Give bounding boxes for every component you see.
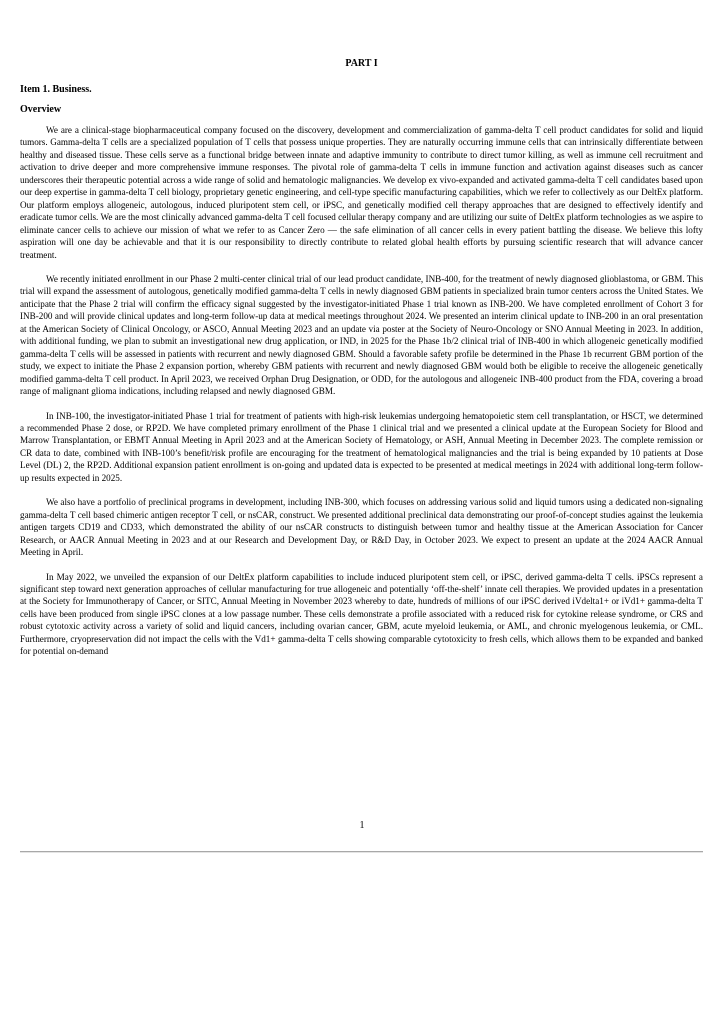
section-heading-overview: Overview bbox=[20, 104, 62, 115]
page-number: 1 bbox=[359, 820, 365, 831]
item-heading: Item 1. Business. bbox=[20, 84, 92, 95]
paragraph-ipsc: In May 2022, we unveiled the expansion of our DeltEx platform capabilities to include induced pluripotent stem cell, or iPSC, derived gamma-delta T cells. iPSCs represent a significant step toward next generation approaches of cellular manufacturing for true allogeneic and potentially ‘off-the-shelf’ innate cell therapies. We provided updates in a presentation at the Society for Immunotherapy of Cancer, or SITC, Annual Meeting in November 2023 whereby to date, hundreds of millions of our iPSC derived iVdelta1+ or iVd1+ gamma-delta T cells have been produced from single iPSC clones at a low passage number. These cells demonstrate a profile associated with a reduced risk for cytokine release syndrome, or CRS and robust cytotoxic activity across a variety of solid and liquid cancers, including ovarian cancer, GBM, acute myeloid leukemia, or AML, and chronic myelogenous leukemia, or CML. Furthermore, cryopreservation did not impact the cells with the Vd1+ gamma-delta T cells showing comparable cytotoxicity to fresh cells, which allows them to be expanded and banked for potential on-demand bbox=[20, 571, 703, 657]
page-divider bbox=[20, 851, 703, 852]
paragraph-preclinical: We also have a portfolio of preclinical programs in development, including INB-300, which focuses on addressing various solid and liquid tumors using a dedicated non-signaling gamma-delta T cell based chimeric antigen receptor T cell, or nsCAR, construct. We presented additional preclinical data demonstrating our proof-of-concept studies against the leukemia antigen targets CD19 and CD33, which demonstrated the ability of our nsCAR constructs to distinguish between tumor and healthy tissue at the American Association for Cancer Research, or AACR Annual Meeting in 2023 and at our Research and Development Day, or R&D Day, in October 2023. We expect to present an update at the 2024 AACR Annual Meeting in April. bbox=[20, 497, 703, 558]
document-page bbox=[20, 58, 703, 670]
paragraph-inb-100: In INB-100, the investigator-initiated Phase 1 trial for treatment of patients with high-risk leukemias undergoing hematopoietic stem cell transplantation, or HSCT, we determined a recommended Phase 2 dose, or RP2D. We have completed primary enrollment of the Phase 1 clinical trial and we presented a clinical update at the European Society for Blood and Marrow Transplantation, or EBMT Annual Meeting in April 2023 and at the American Society of Hematology, or ASH, Annual Meeting in December 2023. The complete remission or CR data to date, combined with INB-100’s benefit/risk profile are encouraging for the treatment of hematological malignancies and the trial is being expanded by 10 patients at Dose Level (DL) 2, the RP2D. Additional expansion patient enrollment is on-going and updated data is expected to be presented at medical meetings in 2024 with additional long-term follow-up results expected in 2025. bbox=[20, 410, 703, 483]
paragraph-company-overview: We are a clinical-stage biopharmaceutical company focused on the discovery, development and commercialization of gamma-delta T cell product candidates for solid and liquid tumors. Gamma-delta T cells are a specialized population of T cells that possess unique properties. They are naturally occurring immune cells that can intrinsically differentiate between healthy and diseased tissue. These cells serve as a functional bridge between innate and adaptive immunity to contribute to direct tumor killing, as well as immune cell recruitment and activation to drive deeper and more comprehensive immune responses. The pivotal role of gamma-delta T cells in immune function and activation against diseases such as cancer underscores their therapeutic potential across a wide range of solid and hematologic malignancies. We develop ex vivo-expanded and activated gamma-delta T cell candidates based upon our deep expertise in gamma-delta T cell biology, proprietary genetic engineering, and cell-type specific manufacturing capabilities, which we refer to collectively as our DeltEx platform. Our platform employs allogeneic, autologous, induced pluripotent stem cell, or iPSC, and genetically modified cell therapy approaches that are designed to effectively identify and eradicate tumor cells. We are the most clinically advanced gamma-delta T cell focused cellular therapy company and are utilizing our suite of DeltEx platform technologies as we aspire to eliminate cancer cells to achieve our mission of what we refer to as Cancer Zero — the safe elimination of all cancer cells in every patient battling the disease. We believe this lofty aspiration will one day be achievable and that it is our responsibility to directly contribute to related global health efforts by pursuing scientific research that will advance cancer treatment. bbox=[20, 125, 703, 260]
part-heading: PART I bbox=[345, 58, 378, 69]
paragraph-inb-400: We recently initiated enrollment in our Phase 2 multi-center clinical trial of our lead product candidate, INB-400, for the treatment of newly diagnosed glioblastoma, or GBM. This trial will expand the assessment of autologous, genetically modified gamma-delta T cells in newly diagnosed GBM patients in specialized brain tumor centers across the United States. We anticipate that the Phase 2 trial will confirm the efficacy signal suggested by the investigator-initiated Phase 1 trial known as INB-200. We have completed enrollment of Cohort 3 for INB-200 and will provide clinical updates and long-term follow-up data at medical meetings throughout 2024. We presented an interim clinical update to INB-200 in an oral presentation at the American Society of Clinical Oncology, or ASCO, Annual Meeting 2023 and an update via poster at the Society of Neuro-Oncology or SNO Annual Meeting in 2023. In addition, with additional funding, we plan to submit an investigational new drug application, or IND, in 2025 for the Phase 1b/2 clinical trial of INB-400 in which allogeneic genetically modified gamma-delta T cells will be assessed in patients with recurrent and newly diagnosed GBM. Should a favorable safety profile be determined in the Phase 1b recurrent GBM portion of the study, we expect to initiate the Phase 2 expansion portion, whereby GBM patients with recurrent and newly diagnosed GBM would both be eligible to receive the allogeneic genetically modified gamma-delta T cell product. In April 2023, we received Orphan Drug Designation, or ODD, for the autologous and allogeneic INB-400 product from the FDA, covering a broad range of malignant glioma indications, including relapsed and newly diagnosed GBM. bbox=[20, 273, 703, 397]
